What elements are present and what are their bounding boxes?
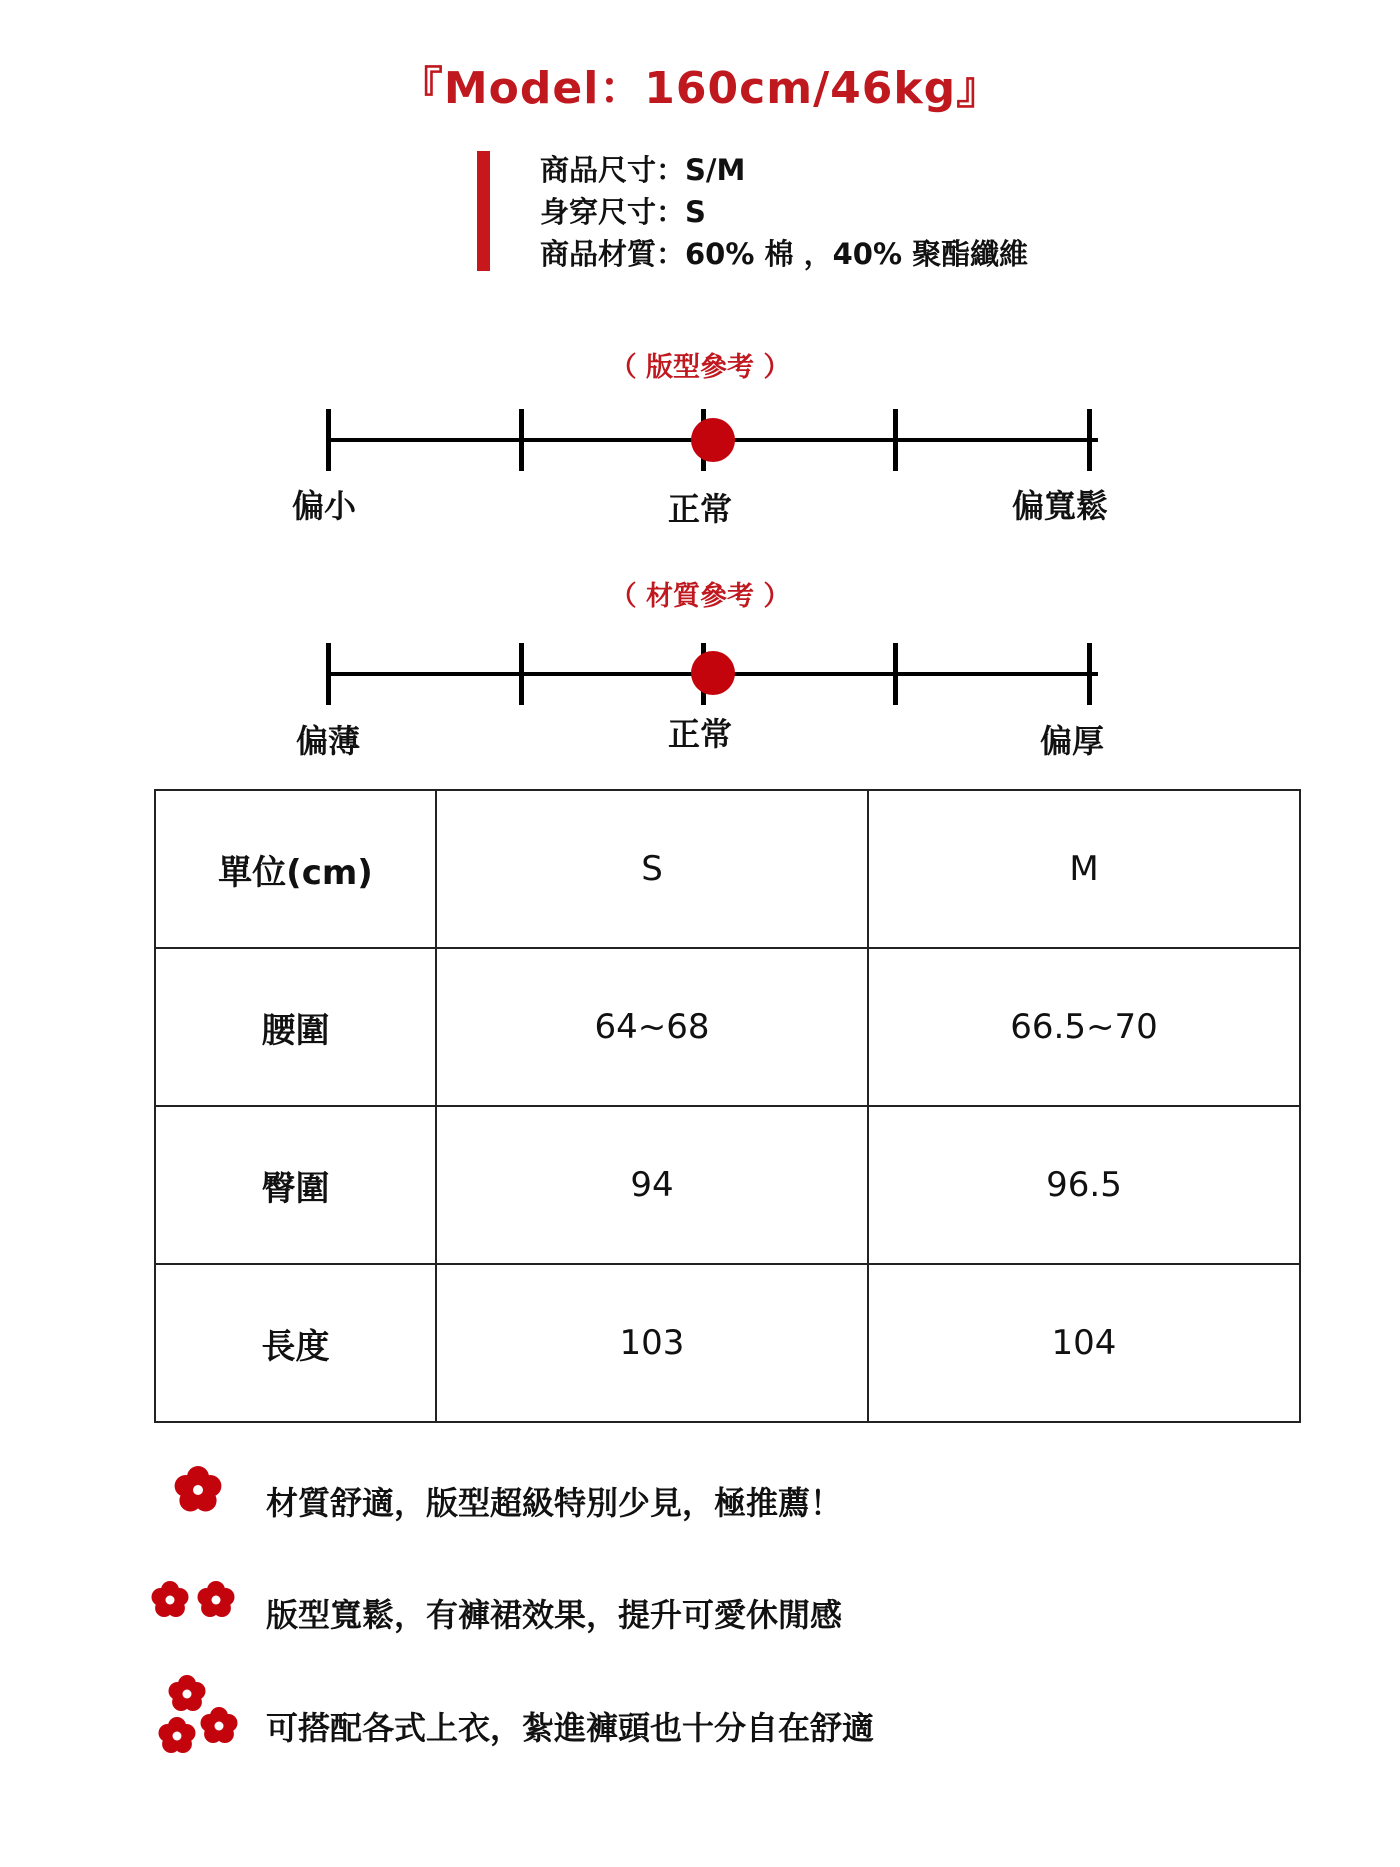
fit-scale-middle-label: 正常	[668, 490, 733, 528]
fabric-scale-title: （ 材質參考 ）	[609, 581, 791, 612]
double-flower-bullet-icon	[146, 1575, 242, 1625]
fit-scale-marker	[691, 418, 735, 462]
fit-scale-title: （ 版型參考 ）	[609, 352, 791, 383]
flower-bullet-icon	[170, 1460, 230, 1520]
model-info-title: 『Model：160cm/46kg』	[398, 63, 1002, 114]
feature-item: 材質舒適，版型超級特別少見，極推薦！	[266, 1484, 843, 1522]
table-row	[155, 1264, 1300, 1422]
fit-scale-tick	[1087, 409, 1092, 471]
fabric-scale-middle-label: 正常	[668, 715, 733, 753]
feature-item: 版型寬鬆，有褲裙效果，提升可愛休閒感	[266, 1596, 843, 1634]
product-material: 商品材質：60% 棉 ，40% 聚酯纖維	[540, 237, 1029, 271]
table-row-label: 長度	[155, 1264, 436, 1422]
table-cell: 103	[436, 1264, 868, 1422]
triple-flower-bullet-icon	[155, 1670, 245, 1765]
product-size: 商品尺寸：S/M	[540, 153, 746, 187]
fit-scale-tick	[893, 409, 898, 471]
fit-scale-tick	[326, 409, 331, 471]
table-header-row	[155, 790, 1300, 948]
table-row-label: 臀圍	[155, 1106, 436, 1264]
fabric-scale-tick	[326, 643, 331, 705]
table-cell: 104	[868, 1264, 1300, 1422]
table-header-cell: S	[436, 790, 868, 948]
table-row-label: 腰圍	[155, 948, 436, 1106]
table-cell: 94	[436, 1106, 868, 1264]
fit-scale-right-label: 偏寬鬆	[1012, 487, 1109, 525]
feature-item: 可搭配各式上衣，紮進褲頭也十分自在舒適	[266, 1709, 875, 1747]
table-header-cell: M	[868, 790, 1300, 948]
table-header-cell: 單位(cm)	[155, 790, 436, 948]
table-row	[155, 1106, 1300, 1264]
info-accent-bar	[477, 151, 490, 271]
fit-scale-tick	[519, 409, 524, 471]
fabric-scale-tick	[1087, 643, 1092, 705]
fabric-scale-left-label: 偏薄	[296, 722, 361, 760]
size-table	[154, 789, 1301, 1423]
fabric-scale-right-label: 偏厚	[1040, 722, 1105, 760]
table-row	[155, 948, 1300, 1106]
table-cell: 66.5~70	[868, 948, 1300, 1106]
fabric-scale-tick	[893, 643, 898, 705]
fabric-scale-marker	[691, 651, 735, 695]
product-info	[540, 149, 1028, 275]
fit-scale-left-label: 偏小	[292, 487, 357, 525]
table-cell: 96.5	[868, 1106, 1300, 1264]
fabric-scale-tick	[519, 643, 524, 705]
table-cell: 64~68	[436, 948, 868, 1106]
worn-size: 身穿尺寸：S	[540, 195, 706, 229]
